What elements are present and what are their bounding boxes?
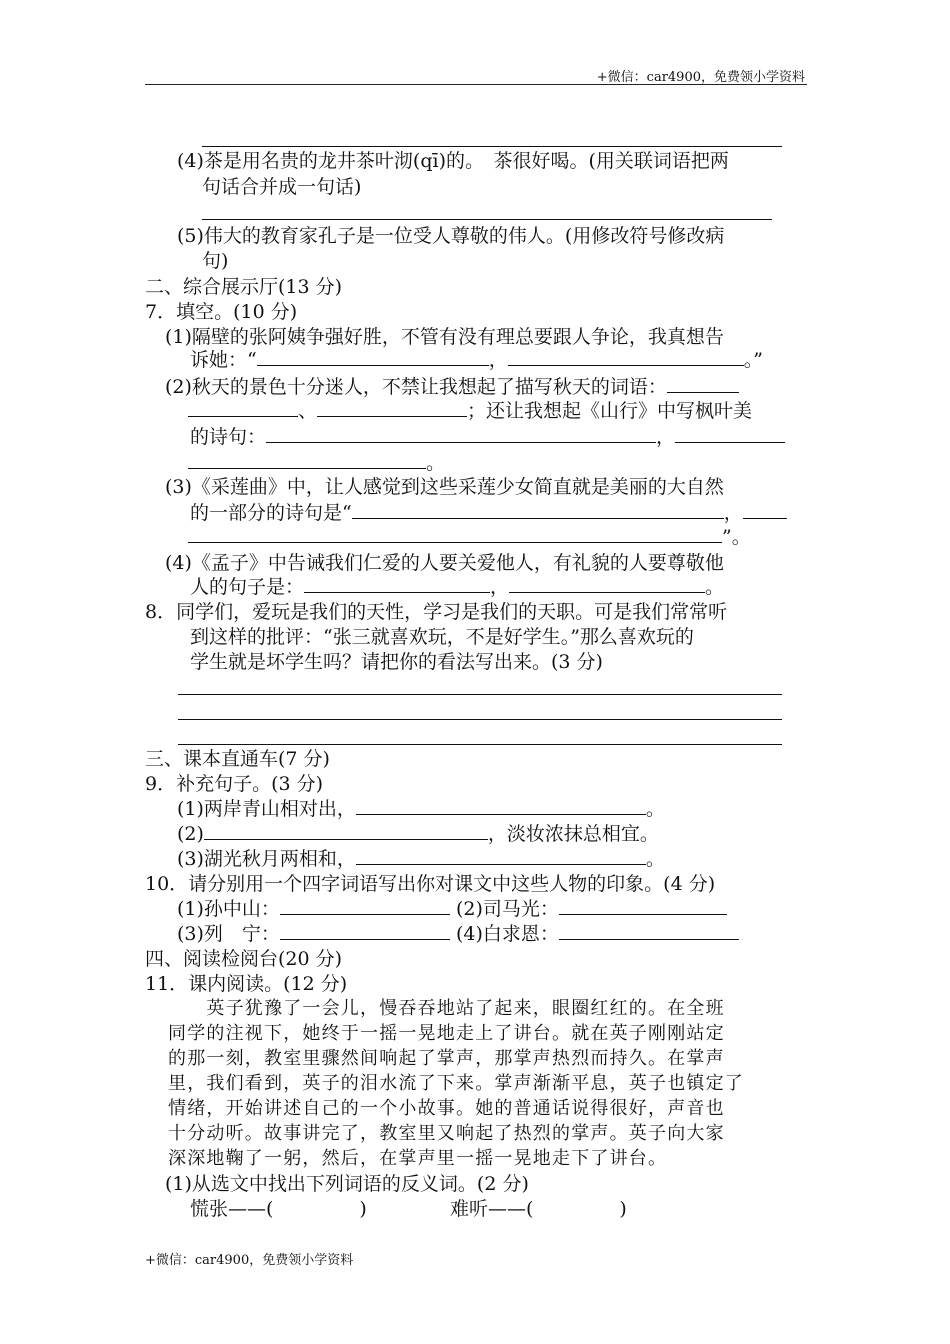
blank-q10-2[interactable] [559,896,727,915]
blank-q7-2f[interactable] [188,450,426,469]
q9-title: 9．补充句子。(3 分) [145,773,324,795]
blank-q7-3b[interactable] [743,500,787,519]
answer-line-q8-1[interactable] [178,694,782,695]
q7-p3-line3: ”。 [188,524,751,550]
q5-line2: 句) [202,250,229,272]
q7-title: 7．填空。(10 分) [145,301,298,323]
blank-q7-2d[interactable] [266,424,656,443]
q7-p1-line2: 诉她：“ ， 。” [190,349,763,371]
blank-q10-4[interactable] [559,921,739,940]
q5-line1: (5)伟大的教育家孔子是一位受人尊敬的伟人。(用修改符号修改病 [177,225,725,247]
blank-q7-4a[interactable] [304,574,490,593]
passage-line: 情绪，开始讲述自己的一个小故事。她的普通话说得很好，声音也 [168,1098,725,1119]
section4-title: 四、阅读检阅台(20 分) [145,948,343,970]
passage-line: 同学的注视下，她终于一摇一晃地走上了讲台。就在英子刚刚站定 [168,1023,725,1044]
answer-line-q3 [202,146,782,147]
passage-line: 十分动听。故事讲完了，教室里又响起了热烈的掌声。英子向大家 [168,1123,725,1144]
q8-line1: 8．同学们，爱玩是我们的天性，学习是我们的天职。可是我们常常听 [145,601,728,623]
blank-q7-3a[interactable] [352,500,724,519]
blank-q7-2c[interactable] [317,398,467,417]
blank-q9-1[interactable] [356,796,646,815]
q10-row1: (1)孙中山： (2)司马光： [177,896,727,922]
answer-line-q8-3[interactable] [178,744,782,745]
q4-line2: 句话合并成一句话) [202,176,362,198]
q4-line1: (4)茶是用名贵的龙井茶叶沏(qī)的。 茶很好喝。(用关联词语把两 [177,150,729,172]
page-footer-note: +微信：car4900，免费领小学资料 [145,1253,354,1268]
q11-sub1: (1)从选文中找出下列词语的反义词。(2 分) [165,1173,529,1195]
passage-line: 的那一刻，教室里骤然间响起了掌声，那掌声热烈而持久。在掌声 [168,1048,725,1069]
q7-p3-line1: (3)《采莲曲》中，让人感觉到这些采莲少女简直就是美丽的大自然 [165,476,724,498]
blank-q7-4b[interactable] [509,574,705,593]
q10-row2: (3)列 宁： (4)白求恩： [177,921,739,947]
blank-q7-2a[interactable] [667,374,739,393]
blank-q9-2[interactable] [204,821,488,840]
blank-q7-2b[interactable] [188,398,298,417]
q10-title: 10．请分别用一个四字词语写出你对课文中这些人物的印象。(4 分) [145,873,716,895]
q9-s3: (3)湖光秋月两相和， 。 [177,848,665,870]
header-rule [145,84,807,85]
answer-line-q8-2[interactable] [178,719,782,720]
q11-word2: 难听——( ) [450,1198,627,1220]
q8-line2: 到这样的批评：“张三就喜欢玩，不是好学生。”那么喜欢玩的 [190,626,694,648]
passage-line: 深深地鞠了一躬，然后，在掌声里一摇一晃地走下了讲台。 [168,1148,668,1169]
page-header-note: +微信：car4900，免费领小学资料 [596,70,805,85]
q7-p4-line1: (4)《孟子》中告诫我们仁爱的人要关爱他人，有礼貌的人要尊敬他 [165,552,724,574]
blank-q10-1[interactable] [280,896,450,915]
q7-p3-line2: 的一部分的诗句是“ ， [190,500,787,526]
blank-q7-3c[interactable] [188,524,722,543]
q7-p2-line4: 。 [188,450,445,476]
blank-q7-1a[interactable] [257,347,489,366]
blank-q9-3[interactable] [356,846,646,865]
q11-title: 11．课内阅读。(12 分) [145,973,348,995]
q7-p2-line3: 的诗句： ， [190,424,785,450]
blank-q7-1b[interactable] [508,347,744,366]
q7-p2-line2: 、 ；还让我想起《山行》中写枫叶美 [188,398,752,424]
answer-line-q4 [202,219,772,220]
passage-line: 里，我们看到，英子的泪水流了下来。掌声渐渐平息，英子也镇定了 [168,1073,744,1094]
q8-line3: 学生就是坏学生吗？请把你的看法写出来。(3 分) [190,651,603,673]
q7-p4-line2: 人的句子是： ， 。 [190,576,725,598]
blank-q10-3[interactable] [280,921,450,940]
q9-s1: (1)两岸青山相对出， 。 [177,798,665,820]
passage-line: 英子犹豫了一会儿，慢吞吞地站了起来，眼圈红红的。在全班 [168,998,725,1019]
q9-s2: (2) ，淡妆浓抹总相宜。 [177,823,659,845]
q11-word1: 慌张——( ) [190,1198,367,1220]
blank-q7-2e[interactable] [675,424,785,443]
q7-p2-line1: (2)秋天的景色十分迷人，不禁让我想起了描写秋天的词语： [165,374,739,400]
q7-p1-line1: (1)隔壁的张阿姨争强好胜，不管有没有理总要跟人争论，我真想告 [165,326,724,348]
section2-title: 二、综合展示厅(13 分) [145,276,343,298]
section3-title: 三、课本直通车(7 分) [145,748,330,770]
